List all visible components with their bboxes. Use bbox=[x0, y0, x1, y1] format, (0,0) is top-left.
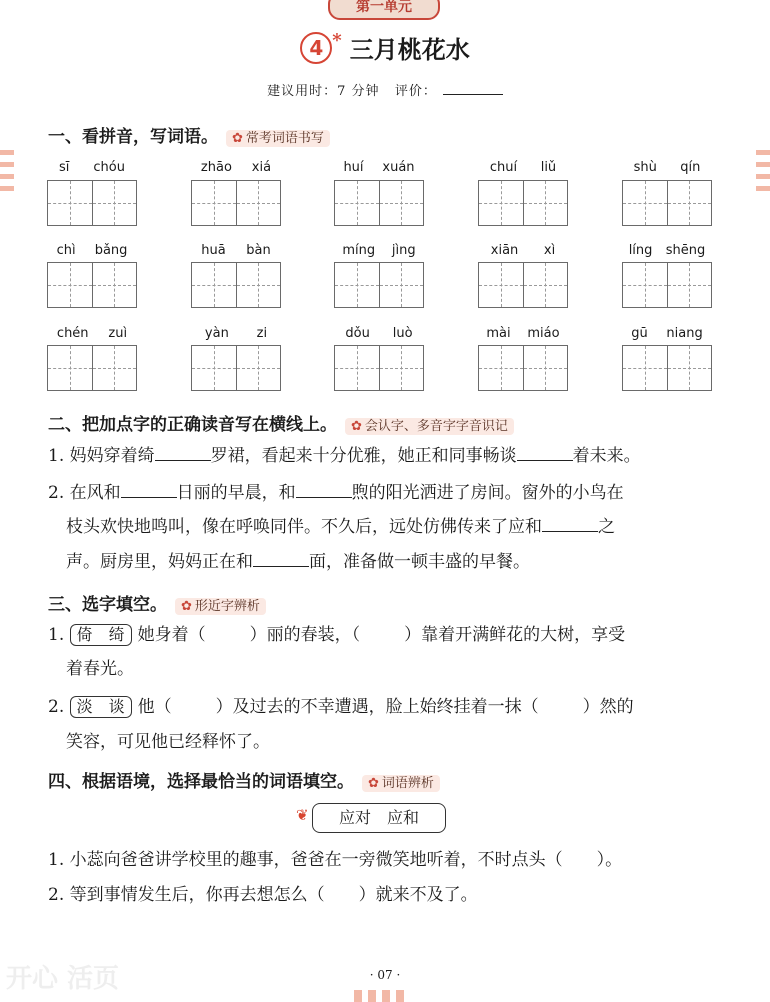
writing-grid[interactable] bbox=[47, 345, 137, 391]
time-label: 建议用时：7 分钟 bbox=[267, 84, 380, 99]
section4-hint: ✿ 词语辨析 bbox=[362, 775, 440, 792]
side-tab-mark bbox=[756, 162, 770, 167]
bottom-tab-mark bbox=[396, 990, 404, 1002]
writing-cell[interactable] bbox=[48, 181, 92, 225]
pinyin-syllable: huā bbox=[201, 243, 226, 258]
writing-grid[interactable] bbox=[622, 345, 712, 391]
meta-line bbox=[0, 80, 770, 99]
writing-cell[interactable] bbox=[236, 181, 281, 225]
s3-q2: 2. 淡 谈 他（ ）及过去的不幸遭遇，脸上始终挂着一抹（ ）然的 bbox=[48, 697, 634, 717]
side-tab-mark bbox=[0, 186, 14, 191]
writing-cell[interactable] bbox=[623, 263, 667, 307]
pinyin-label bbox=[622, 160, 712, 175]
writing-cell[interactable] bbox=[623, 346, 667, 390]
section2-heading: 二、把加点字的正确读音写在横线上。 ✿ 会认字、多音字字音识记 bbox=[48, 410, 514, 435]
choice-box: 淡 谈 bbox=[70, 696, 132, 718]
pinyin-syllable: míng bbox=[342, 243, 376, 258]
pinyin-syllable: xiá bbox=[251, 160, 272, 175]
writing-cell[interactable] bbox=[335, 346, 379, 390]
writing-cell[interactable] bbox=[236, 263, 281, 307]
side-tab-mark bbox=[0, 150, 14, 155]
writing-cell[interactable] bbox=[667, 181, 712, 225]
pinyin-label bbox=[334, 243, 424, 258]
leaf-icon: ❦ bbox=[296, 806, 309, 824]
section1-hint: ✿ 常考词语书写 bbox=[226, 130, 330, 147]
pinyin-syllable: chén bbox=[56, 326, 89, 341]
answer-blank[interactable] bbox=[155, 446, 211, 461]
flower-icon: ✿ bbox=[232, 131, 243, 146]
side-tab-mark bbox=[756, 174, 770, 179]
writing-cell[interactable] bbox=[335, 263, 379, 307]
pinyin-syllable: chì bbox=[56, 243, 76, 258]
eval-label: 评价： bbox=[394, 84, 437, 99]
bottom-tab-mark bbox=[354, 990, 362, 1002]
writing-cell[interactable] bbox=[667, 263, 712, 307]
pinyin-syllable: shēng bbox=[665, 243, 706, 258]
s3-q1-cont: 着春光。 bbox=[66, 659, 134, 679]
writing-cell[interactable] bbox=[479, 263, 523, 307]
writing-cell[interactable] bbox=[192, 263, 236, 307]
pinyin-label bbox=[47, 160, 137, 175]
writing-cell[interactable] bbox=[92, 346, 137, 390]
bottom-tab-mark bbox=[368, 990, 376, 1002]
lesson-number: 4 bbox=[300, 32, 332, 64]
pinyin-syllable: huí bbox=[343, 160, 364, 175]
pinyin-syllable: bǎng bbox=[94, 243, 128, 258]
pinyin-syllable: jìng bbox=[391, 243, 416, 258]
pinyin-label bbox=[622, 243, 712, 258]
pinyin-syllable: dǒu bbox=[345, 326, 370, 341]
writing-cell[interactable] bbox=[192, 346, 236, 390]
pinyin-syllable: xuán bbox=[382, 160, 415, 175]
writing-grid[interactable] bbox=[478, 345, 568, 391]
section4-heading: 四、根据语境，选择最恰当的词语填空。 ✿ 词语辨析 bbox=[48, 767, 440, 792]
writing-cell[interactable] bbox=[92, 181, 137, 225]
writing-cell[interactable] bbox=[667, 346, 712, 390]
pinyin-syllable: xiān bbox=[490, 243, 519, 258]
pinyin-label bbox=[478, 326, 568, 341]
pinyin-label bbox=[478, 243, 568, 258]
pinyin-syllable: niang bbox=[666, 326, 703, 341]
writing-grid[interactable] bbox=[622, 262, 712, 308]
answer-blank[interactable] bbox=[253, 552, 309, 567]
pinyin-syllable: zuì bbox=[108, 326, 128, 341]
writing-grid[interactable] bbox=[191, 180, 281, 226]
writing-grid[interactable] bbox=[334, 262, 424, 308]
pinyin-syllable: xì bbox=[543, 243, 556, 258]
s2-q2-line3: 声。厨房里，妈妈正在和 面，准备做一顿丰盛的早餐。 bbox=[66, 552, 530, 572]
bottom-tab-mark bbox=[382, 990, 390, 1002]
pinyin-label bbox=[191, 326, 281, 341]
writing-grid[interactable] bbox=[478, 262, 568, 308]
pinyin-label bbox=[191, 160, 281, 175]
pinyin-label bbox=[622, 326, 712, 341]
section3-hint: ✿ 形近字辨析 bbox=[175, 598, 266, 615]
writing-cell[interactable] bbox=[92, 263, 137, 307]
writing-cell[interactable] bbox=[236, 346, 281, 390]
star-mark: * bbox=[332, 30, 342, 51]
writing-grid[interactable] bbox=[191, 345, 281, 391]
writing-cell[interactable] bbox=[48, 346, 92, 390]
pinyin-syllable: líng bbox=[628, 243, 653, 258]
pinyin-syllable: shù bbox=[633, 160, 657, 175]
pinyin-syllable: zhāo bbox=[200, 160, 232, 175]
flower-icon: ✿ bbox=[181, 599, 192, 614]
section1-heading: 一、看拼音，写词语。 ✿ 常考词语书写 bbox=[48, 122, 330, 147]
unit-tab: 第一单元 bbox=[328, 0, 440, 20]
pinyin-syllable: chóu bbox=[93, 160, 125, 175]
writing-grid[interactable] bbox=[191, 262, 281, 308]
eval-blank[interactable] bbox=[443, 94, 503, 95]
page-title: 三月桃花水 bbox=[349, 36, 470, 64]
pinyin-syllable: mài bbox=[486, 326, 511, 341]
writing-cell[interactable] bbox=[623, 181, 667, 225]
writing-cell[interactable] bbox=[335, 181, 379, 225]
watermark-logo: 开心 活页 bbox=[6, 964, 120, 994]
side-tab-mark bbox=[756, 186, 770, 191]
pinyin-syllable: sī bbox=[59, 160, 70, 175]
flower-icon: ✿ bbox=[368, 776, 379, 791]
writing-cell[interactable] bbox=[379, 263, 424, 307]
section3-heading: 三、选字填空。 ✿ 形近字辨析 bbox=[48, 590, 266, 615]
side-tab-mark bbox=[0, 162, 14, 167]
writing-grid[interactable] bbox=[47, 180, 137, 226]
writing-grid[interactable] bbox=[478, 180, 568, 226]
pinyin-syllable: zi bbox=[256, 326, 268, 341]
writing-cell[interactable] bbox=[523, 181, 568, 225]
writing-cell[interactable] bbox=[479, 346, 523, 390]
writing-cell[interactable] bbox=[379, 346, 424, 390]
answer-blank[interactable] bbox=[296, 483, 352, 498]
s2-q2-line1: 2. 在风和 日丽的早晨，和 煦的阳光洒进了房间。窗外的小鸟在 bbox=[48, 483, 624, 503]
section2-hint: ✿ 会认字、多音字字音识记 bbox=[345, 418, 514, 435]
pinyin-syllable: chuí bbox=[489, 160, 518, 175]
pinyin-label bbox=[334, 326, 424, 341]
writing-grid[interactable] bbox=[334, 180, 424, 226]
writing-grid[interactable] bbox=[622, 180, 712, 226]
writing-cell[interactable] bbox=[48, 263, 92, 307]
choice-box: 倚 绮 bbox=[70, 624, 132, 646]
word-choice-box: 应对 应和 bbox=[312, 803, 446, 833]
pinyin-syllable: miáo bbox=[527, 326, 560, 341]
lesson-header bbox=[0, 30, 770, 65]
pinyin-syllable: yàn bbox=[204, 326, 229, 341]
answer-blank[interactable] bbox=[542, 517, 598, 532]
writing-cell[interactable] bbox=[379, 181, 424, 225]
writing-grid[interactable] bbox=[47, 262, 137, 308]
answer-blank[interactable] bbox=[517, 446, 573, 461]
page-number: · 07 · bbox=[369, 968, 401, 982]
writing-cell[interactable] bbox=[523, 346, 568, 390]
writing-cell[interactable] bbox=[192, 181, 236, 225]
pinyin-syllable: liǔ bbox=[540, 160, 557, 175]
writing-cell[interactable] bbox=[523, 263, 568, 307]
side-tab-mark bbox=[756, 150, 770, 155]
s3-q2-cont: 笑容，可见他已经释怀了。 bbox=[66, 732, 270, 752]
answer-blank[interactable] bbox=[121, 483, 177, 498]
s4-q2: 2. 等到事情发生后，你再去想怎么（ ）就来不及了。 bbox=[48, 885, 478, 905]
pinyin-syllable: qín bbox=[680, 160, 701, 175]
pinyin-label bbox=[47, 326, 137, 341]
writing-grid[interactable] bbox=[334, 345, 424, 391]
pinyin-syllable: gū bbox=[631, 326, 648, 341]
s4-q1: 1. 小蕊向爸爸讲学校里的趣事，爸爸在一旁微笑地听着，不时点头（ ）。 bbox=[48, 850, 623, 870]
flower-icon: ✿ bbox=[351, 419, 362, 434]
s3-q1: 1. 倚 绮 她身着（ ）丽的春装，（ ）靠着开满鲜花的大树，享受 bbox=[48, 625, 626, 645]
s2-q2-line2: 枝头欢快地鸣叫，像在呼唤同伴。不久后，远处仿佛传来了应和 之 bbox=[66, 517, 615, 537]
side-tab-mark bbox=[0, 174, 14, 179]
s2-q1: 1. 妈妈穿着绮 罗裙，看起来十分优雅，她正和同事畅谈 着未来。 bbox=[48, 446, 641, 466]
writing-cell[interactable] bbox=[479, 181, 523, 225]
pinyin-syllable: luò bbox=[392, 326, 413, 341]
pinyin-label bbox=[191, 243, 281, 258]
pinyin-label bbox=[47, 243, 137, 258]
pinyin-label bbox=[334, 160, 424, 175]
pinyin-label bbox=[478, 160, 568, 175]
pinyin-syllable: bàn bbox=[246, 243, 271, 258]
